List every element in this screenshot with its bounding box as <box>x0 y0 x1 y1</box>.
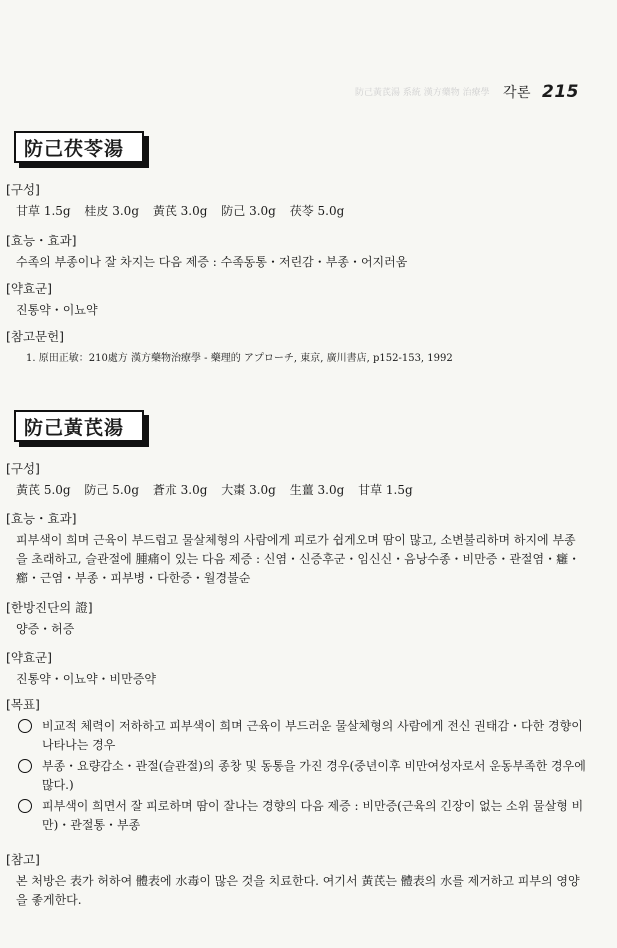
rx2-note <box>6 850 586 910</box>
rx1-references <box>6 327 586 364</box>
target-item <box>6 757 586 795</box>
circle-bullet-icon <box>18 799 32 813</box>
rx1-pharm-text: 진통약・이뇨약 <box>16 303 98 317</box>
rx2-diagnosis <box>6 598 586 639</box>
herb-item: 桂皮 3.0g <box>84 204 140 218</box>
rx2-pharm-text: 진통약・이뇨약・비만증약 <box>16 672 156 686</box>
herb-item: 防己 3.0g <box>221 204 276 218</box>
rx2-target-label: [목표] <box>6 697 40 712</box>
rx2-effect-label: [효능・효과] <box>6 511 77 526</box>
rx1-pharm <box>6 279 586 320</box>
rx2-note-text: 본 처방은 表가 허하여 體表에 水毒이 많은 것을 치료한다. 여기서 黃芪는 體表의 水를 제거하고 피부의 영양을 좋게한다. <box>16 874 580 907</box>
rx2-herb-list <box>16 481 586 500</box>
rx2-targets <box>6 695 586 837</box>
target-list <box>6 717 586 835</box>
target-text: 비교적 체력이 저하하고 피부색이 희며 근육이 부드러운 물살체형의 사람에게 전신 권태감・다한 경향이 나타나는 경우 <box>42 719 583 752</box>
rx2-effect-text: 피부색이 희며 근육이 부드럽고 물살체형의 사람에게 피로가 쉽게오며 땀이 많고, 소변불리하며 하지에 부종을 초래하고, 슬관절에 腫痛이 있는 다음 제증 : 신염・신증후군・임신신・음낭수종・비만증・관절염・癰・癤・근염・부종・피부병・다한증・월경불순 <box>16 533 581 585</box>
rx1-composition-label: [구성] <box>6 182 40 197</box>
rx1-effect <box>6 231 586 272</box>
target-text: 부종・요량감소・관절(슬관절)의 종창 및 동통을 가진 경우(중년이후 비만여성자로서 운동부족한 경우에 많다.) <box>42 759 586 792</box>
herb-item: 防己 5.0g <box>84 483 140 497</box>
rx1-effect-label: [효능・효과] <box>6 233 77 248</box>
bleed-through-text: 防己黃芪湯 系統 漢方藥物 治療學 <box>355 88 490 98</box>
rx1-herb-list <box>16 202 586 221</box>
target-item <box>6 717 586 755</box>
circle-bullet-icon <box>18 759 32 773</box>
rx2-title: 防己黃芪湯 <box>14 410 144 442</box>
rx2-composition-label: [구성] <box>6 461 40 476</box>
rx1-title: 防己茯苓湯 <box>14 131 144 163</box>
circle-bullet-icon <box>18 719 32 733</box>
page-number: 215 <box>542 82 579 102</box>
target-item <box>6 797 586 835</box>
rx1-composition <box>6 180 586 221</box>
rx1-effect-text: 수족의 부종이나 잘 차지는 다음 제증 : 수족동통・저린감・부종・어지러움 <box>16 255 408 269</box>
herb-item: 甘草 1.5g <box>16 204 71 218</box>
rx2-composition <box>6 459 586 500</box>
herb-item: 黃芪 5.0g <box>16 483 71 497</box>
rx1-ref-item: 1. 原田正敏：210處方 漢方藥物治療學 - 藥理的 アプローチ, 東京, 廣川書店, p152-153, 1992 <box>26 353 453 364</box>
rx1-ref-label: [참고문헌] <box>6 329 65 344</box>
herb-item: 甘草 1.5g <box>358 483 413 497</box>
herb-item: 黃芪 3.0g <box>152 204 208 218</box>
target-text: 피부색이 희면서 잘 피로하며 땀이 잘나는 경향의 다음 제증 : 비만증(근육의 긴장이 없는 소위 물살형 비만)・관절통・부종 <box>42 799 584 832</box>
rx2-effect <box>6 509 586 588</box>
rx2-note-label: [참고] <box>6 852 40 867</box>
rx2-diag-text: 양증・허증 <box>16 622 75 636</box>
rx1-pharm-label: [약효군] <box>6 281 52 296</box>
rx2-pharm-label: [약효군] <box>6 650 52 665</box>
running-header <box>503 82 579 102</box>
herb-item: 蒼朮 3.0g <box>152 483 208 497</box>
rx2-diag-label: [한방진단의 證] <box>6 600 93 615</box>
chapter-label: 각론 <box>502 85 532 101</box>
herb-item: 大棗 3.0g <box>221 483 276 497</box>
herb-item: 生薑 3.0g <box>289 483 345 497</box>
herb-item: 茯苓 5.0g <box>289 204 345 218</box>
rx2-pharm <box>6 648 586 689</box>
